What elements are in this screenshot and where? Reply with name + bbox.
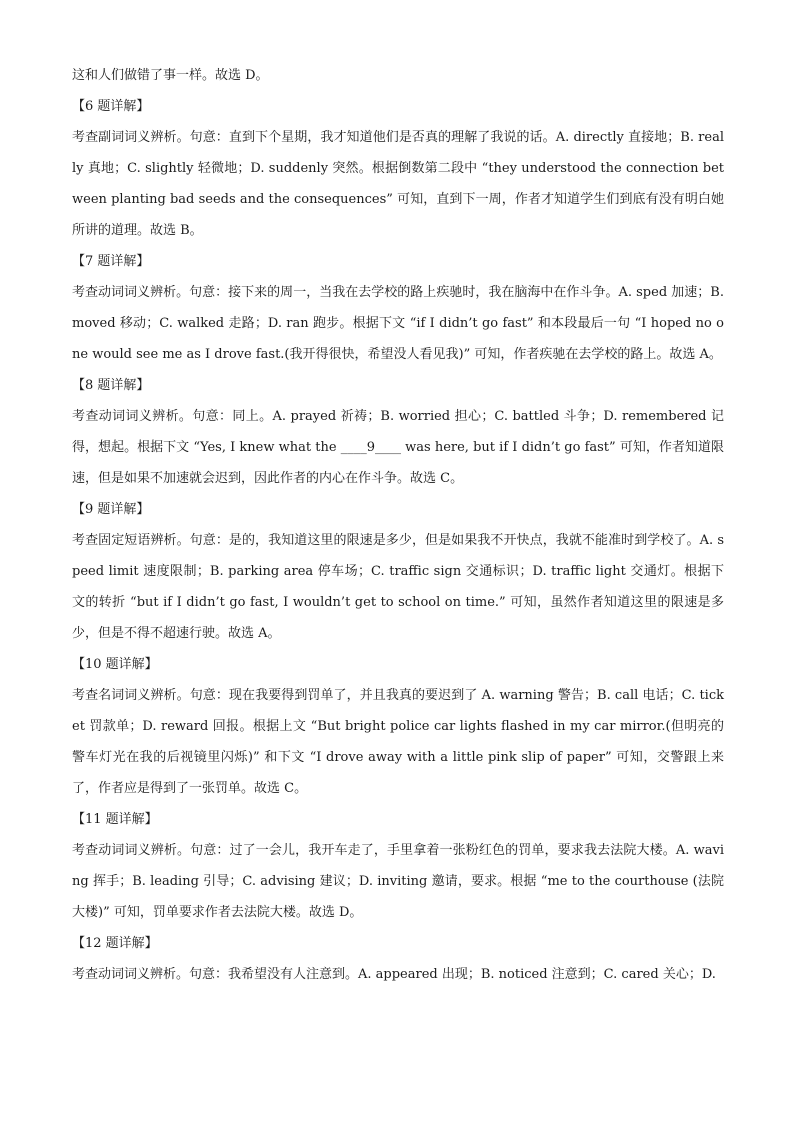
section-heading-9: 【9 题详解】 bbox=[72, 502, 150, 517]
section-heading-8: 【8 题详解】 bbox=[72, 378, 150, 393]
section-body-12: 考查动词词义辨析。句意：我希望没有人注意到。A. appeared 出现；B. noticed 注意到；C. cared 关心；D. bbox=[72, 967, 716, 982]
section-heading-10: 【10 题详解】 bbox=[72, 657, 158, 672]
section-body-7: 考查动词词义辨析。句意：接下来的周一，当我在去学校的路上疾驰时，我在脑海中在作斗争。A. sped 加速；B. moved 移动；C. walked 走路；D. ran 跑步。根据下文 “if I didn’t go fast” 和本段最后一句 “I hoped no one would see me as I drove fast.(我开得很快，希望没人看见我)” 可知，作者疾驰在去学校的路上。故选 A。 bbox=[72, 285, 724, 362]
section-body-8: 考查动词词义辨析。句意：同上。A. prayed 祈祷；B. worried 担心；C. battled 斗争；D. remembered 记得，想起。根据下文 “Yes, I knew what the ____9____ was here, but if I didn’t go fast” 可知，作者知道限速，但是如果不加速就会迟到，因此作者的内心在作斗争。故选 C。 bbox=[72, 409, 724, 486]
section-heading-12: 【12 题详解】 bbox=[72, 936, 158, 951]
section-body-11: 考查动词词义辨析。句意：过了一会儿，我开车走了，手里拿着一张粉红色的罚单，要求我去法院大楼。A. waving 挥手；B. leading 引导；C. advising 建议；D. inviting 邀请，要求。根据 “me to the courthouse (法院大楼)” 可知，罚单要求作者去法院大楼。故选 D。 bbox=[72, 843, 724, 920]
intro-paragraph: 这和人们做错了事一样。故选 D。 bbox=[72, 68, 269, 83]
section-body-9: 考查固定短语辨析。句意：是的，我知道这里的限速是多少，但是如果我不开快点，我就不能准时到学校了。A. speed limit 速度限制；B. parking area 停车场；C. traffic sign 交通标识；D. traffic light 交通灯。根据下文的转折 “but if I didn’t go fast, I wouldn’t get to school on time.” 可知，虽然作者知道这里的限速是多少，但是不得不超速行驶。故选 A。 bbox=[72, 533, 724, 641]
section-body-10: 考查名词词义辨析。句意：现在我要得到罚单了，并且我真的要迟到了 A. warning 警告；B. call 电话；C. ticket 罚款单；D. reward 回报。根据上文 “But bright police car lights flashed in my car mirror.(但明亮的警车灯光在我的后视镜里闪烁)” 和下文 “I drove away with a little pink slip of paper” 可知，交警跟上来了，作者应是得到了一张罚单。故选 C。 bbox=[72, 688, 724, 796]
section-heading-6: 【6 题详解】 bbox=[72, 99, 150, 114]
section-body-6: 考查副词词义辨析。句意：直到下个星期，我才知道他们是否真的理解了我说的话。A. directly 直接地；B. really 真地；C. slightly 轻微地；D. suddenly 突然。根据倒数第二段中 “they understood the connection between planting bad seeds and the consequences” 可知，直到下一周，作者才知道学生们到底有没有明白她所讲的道理。故选 B。 bbox=[72, 130, 724, 238]
section-heading-7: 【7 题详解】 bbox=[72, 254, 150, 269]
document-page bbox=[72, 60, 724, 990]
section-heading-11: 【11 题详解】 bbox=[72, 812, 158, 827]
